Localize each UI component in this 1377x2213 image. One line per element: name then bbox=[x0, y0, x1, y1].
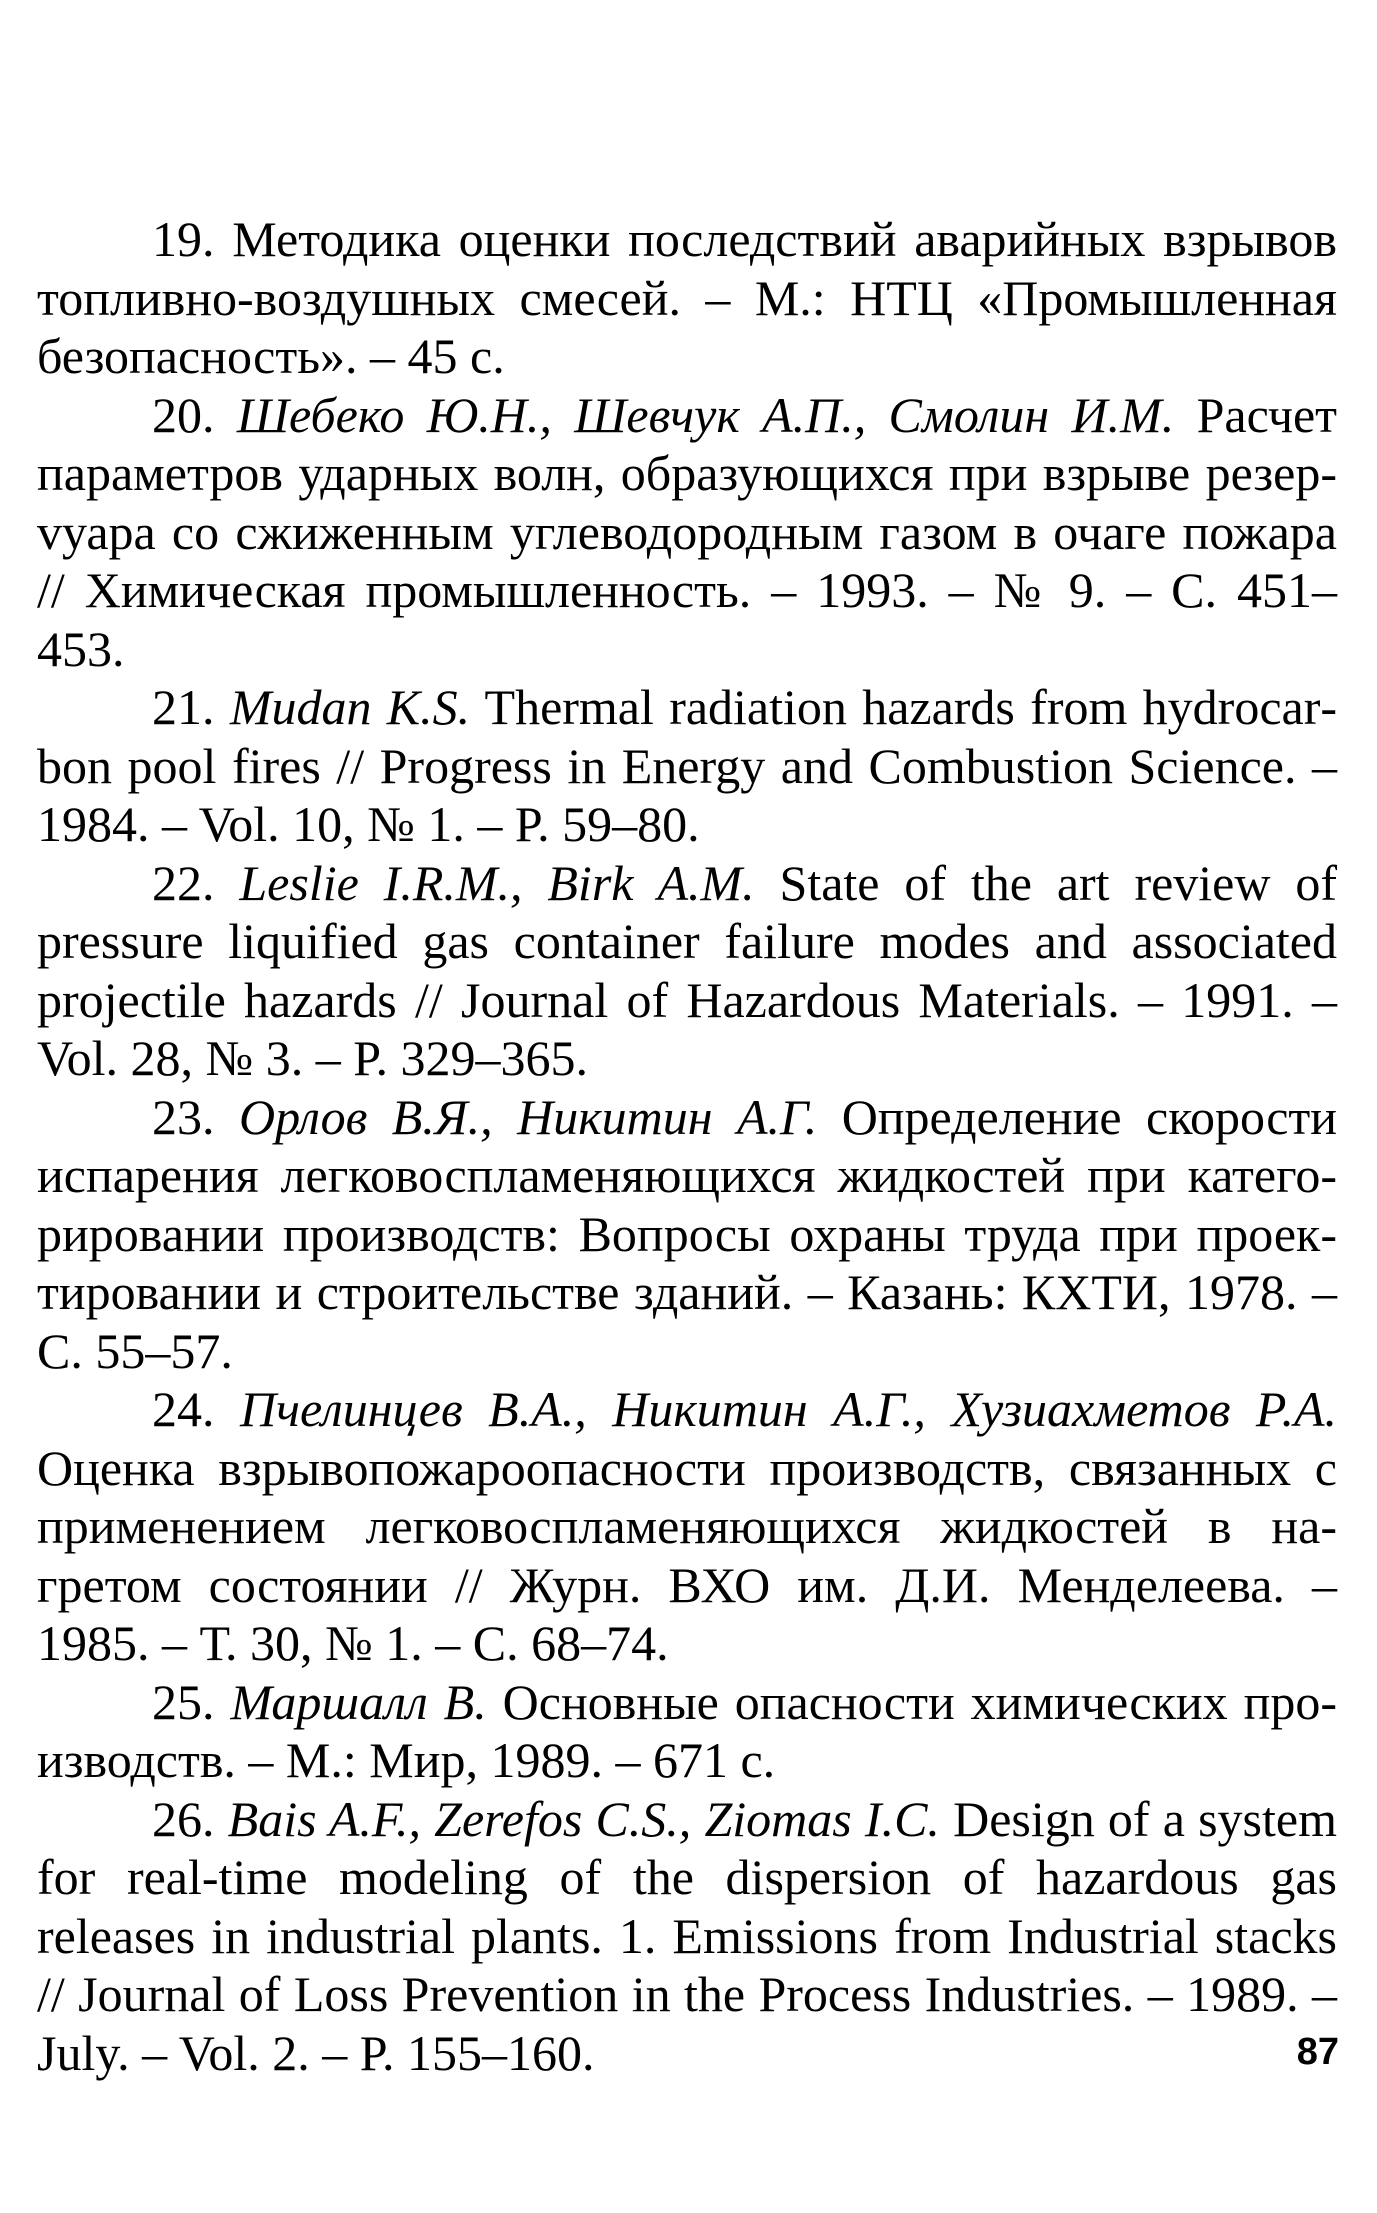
reference-authors: Орлов В.Я., Никитин А.Г. bbox=[238, 1088, 818, 1145]
reference-text: Методика оценки последствий аварийных взрывов топливно-воздушных смесей. – М.: НТЦ «Промышленная безопасность». – 45 с. bbox=[37, 211, 1337, 384]
reference-authors: Bais A.F., Zerefos C.S., Ziomas I.C. bbox=[227, 1790, 940, 1847]
reference-text: State of the art review of pressure liquified gas container failure modes and associated projectile hazards // Journal of Hazardous Materials. – 1991. – Vol. 28, № 3. – P. 329–365. bbox=[37, 854, 1337, 1086]
reference-number: 20. bbox=[152, 386, 215, 443]
reference-authors: Leslie I.R.M., Birk A.M. bbox=[239, 854, 755, 911]
reference-text: Расчет параметров ударных волн, образующихся при взрыве резерvуара со сжиженным углеводородным газом в очаге пожара // Химическая промышленность. – 1993. – № 9. – С. 451–453. bbox=[37, 386, 1338, 677]
reference-19 bbox=[37, 210, 1337, 386]
reference-number: 19. bbox=[152, 211, 215, 267]
reference-number: 22. bbox=[152, 854, 215, 911]
reference-authors: Mudan K.S. bbox=[229, 679, 471, 735]
reference-22 bbox=[37, 854, 1337, 1088]
reference-number: 23. bbox=[152, 1088, 215, 1145]
reference-23 bbox=[37, 1088, 1337, 1381]
reference-number: 24. bbox=[152, 1381, 215, 1437]
reference-text: Основные опасности химических производств. – М.: Мир, 1989. – 671 с. bbox=[37, 1673, 1337, 1788]
reference-21 bbox=[37, 678, 1337, 854]
reference-authors: Шебеко Ю.Н., Шевчук А.П., Смолин И.М. bbox=[236, 386, 1175, 443]
reference-text: Design of a system for real-time modeling of the dispersion of hazardous gas releases in industrial plants. 1. Emissions from Industrial stacks // Journal of Loss Prevention in the Process Industries. – 1989. – July. – Vol. 2. – P. 155–160. bbox=[37, 1790, 1337, 2081]
reference-number: 21. bbox=[152, 679, 215, 735]
reference-authors: Маршалл В. bbox=[230, 1673, 487, 1730]
reference-text: Thermal radiation hazards from hydrocarbon pool fires // Progress in Energy and Combustion Science. – 1984. – Vol. 10, № 1. – P. 59–80. bbox=[37, 679, 1338, 852]
reference-number: 25. bbox=[152, 1673, 215, 1730]
reference-number: 26. bbox=[152, 1790, 215, 1847]
reference-authors: Пчелинцев В.А., Никитин А.Г., Хузиахметов Р.А. bbox=[240, 1381, 1338, 1437]
reference-text: Определение скорости испарения легковоспламеняющихся жидкостей при категорировании производств: Вопросы охраны труда при проектировании и строительстве зданий. – Казань: КХТИ, 1978. – С. 55–57. bbox=[37, 1088, 1338, 1379]
page-number: 87 bbox=[1296, 2031, 1339, 2073]
reference-text: Оценка взрывопожароопасности производств, связанных с применением легковоспламеняющихся жидкостей в нагретом состоянии // Журн. ВХО им. Д.И. Менделеева. – 1985. – Т. 30, № 1. – С. 68–74. bbox=[37, 1439, 1337, 1671]
reference-25 bbox=[37, 1673, 1337, 1790]
reference-20 bbox=[37, 386, 1337, 679]
reference-list bbox=[37, 210, 1337, 2082]
reference-26 bbox=[37, 1790, 1337, 2083]
reference-24 bbox=[37, 1380, 1337, 1673]
